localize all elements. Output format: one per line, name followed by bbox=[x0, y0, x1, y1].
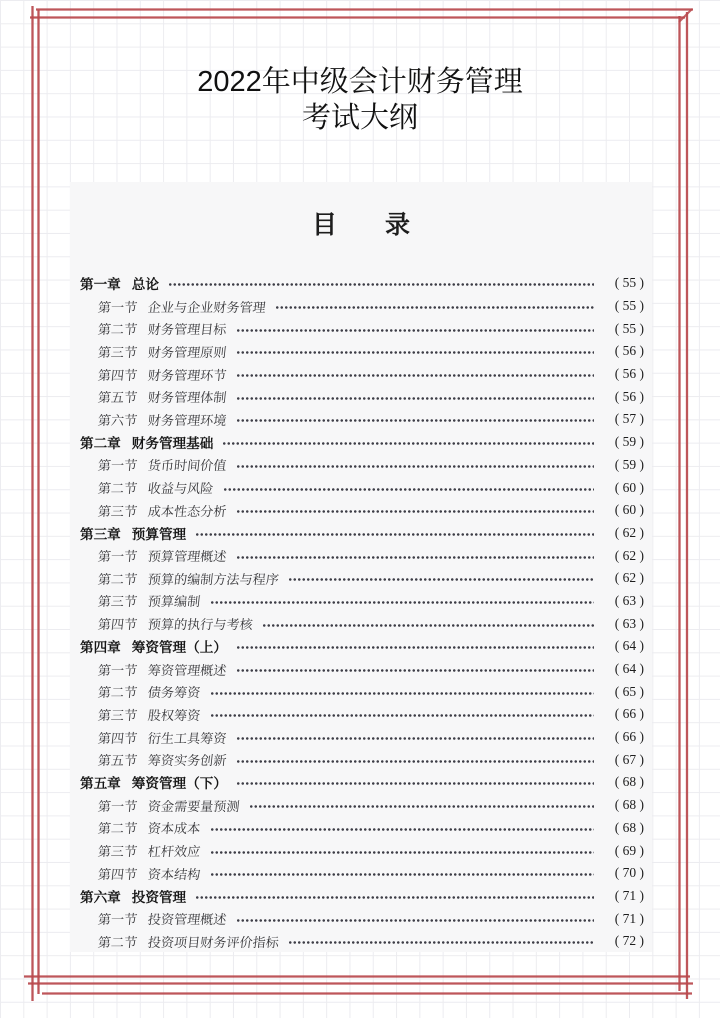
toc-entry-section bbox=[70, 476, 652, 499]
entry-title: 企业与企业财务管理 bbox=[147, 299, 267, 315]
dot-leader bbox=[236, 418, 594, 423]
entry-title: 投资管理 bbox=[131, 889, 187, 905]
dot-leader bbox=[210, 850, 594, 855]
dot-leader bbox=[210, 600, 594, 605]
toc-entry-section bbox=[70, 544, 652, 567]
entry-page-number: ( 66 ) bbox=[614, 706, 644, 722]
entry-number: 第一节 bbox=[97, 549, 138, 565]
entry-page-number: ( 71 ) bbox=[614, 910, 644, 926]
toc-entry-chapter bbox=[70, 635, 652, 658]
entry-title: 收益与风险 bbox=[147, 481, 215, 497]
entry-title: 成本性态分析 bbox=[147, 503, 228, 519]
dot-leader bbox=[236, 350, 594, 355]
dot-leader bbox=[236, 373, 594, 378]
entry-title: 总论 bbox=[131, 277, 159, 293]
toc-entry-section bbox=[70, 930, 652, 953]
entry-number: 第一章 bbox=[80, 277, 121, 293]
dot-leader bbox=[210, 713, 594, 718]
entry-number: 第二节 bbox=[97, 571, 138, 587]
entry-number: 第三节 bbox=[97, 594, 138, 610]
entry-page-number: ( 68 ) bbox=[614, 819, 644, 835]
entry-page-number: ( 71 ) bbox=[614, 887, 644, 903]
toc-list bbox=[70, 272, 652, 953]
dot-leader bbox=[236, 464, 594, 469]
entry-page-number: ( 59 ) bbox=[614, 456, 644, 472]
entry-page-number: ( 62 ) bbox=[614, 547, 644, 563]
entry-page-number: ( 63 ) bbox=[614, 592, 644, 608]
entry-number: 第三节 bbox=[97, 344, 138, 360]
entry-number: 第一节 bbox=[97, 662, 138, 678]
entry-number: 第四章 bbox=[80, 640, 121, 656]
entry-number: 第三节 bbox=[97, 844, 138, 860]
document-title bbox=[0, 64, 720, 136]
entry-number: 第一节 bbox=[97, 458, 138, 474]
entry-number: 第二节 bbox=[97, 821, 138, 837]
entry-title: 财务管理目标 bbox=[147, 322, 228, 338]
entry-number: 第一节 bbox=[97, 299, 138, 315]
entry-page-number: ( 64 ) bbox=[614, 638, 644, 654]
toc-heading-char-left: 目 bbox=[311, 211, 337, 239]
toc-entry-chapter bbox=[70, 522, 652, 545]
entry-number: 第三节 bbox=[97, 707, 138, 723]
toc-heading-char-right: 录 bbox=[385, 211, 411, 239]
entry-title: 预算编制 bbox=[147, 594, 202, 610]
entry-page-number: ( 64 ) bbox=[614, 661, 644, 677]
entry-page-number: ( 60 ) bbox=[614, 479, 644, 495]
entry-page-number: ( 68 ) bbox=[614, 797, 644, 813]
entry-title: 财务管理原则 bbox=[147, 344, 228, 360]
toc-entry-section bbox=[70, 680, 652, 703]
entry-title: 预算的编制方法与程序 bbox=[147, 571, 280, 587]
entry-number: 第二节 bbox=[97, 322, 138, 338]
entry-page-number: ( 55 ) bbox=[614, 275, 644, 291]
entry-page-number: ( 69 ) bbox=[614, 842, 644, 858]
toc-entry-section bbox=[70, 340, 652, 363]
entry-title: 筹资管理（上） bbox=[131, 640, 227, 656]
toc-entry-chapter bbox=[70, 272, 652, 295]
dot-leader bbox=[210, 691, 594, 696]
entry-title: 预算管理 bbox=[131, 526, 187, 542]
entry-page-number: ( 72 ) bbox=[614, 933, 644, 949]
title-line-2: 考试大纲 bbox=[301, 102, 418, 134]
entry-page-number: ( 63 ) bbox=[614, 615, 644, 631]
toc-entry-section bbox=[70, 748, 652, 771]
entry-page-number: ( 68 ) bbox=[614, 774, 644, 790]
dot-leader bbox=[222, 441, 594, 446]
toc-entry-section bbox=[70, 612, 652, 635]
entry-number: 第二节 bbox=[97, 934, 138, 950]
entry-title: 筹资实务创新 bbox=[147, 753, 228, 769]
entry-title: 资本成本 bbox=[147, 821, 202, 837]
entry-title: 财务管理环节 bbox=[147, 367, 228, 383]
dot-leader bbox=[236, 781, 594, 786]
entry-number: 第四节 bbox=[97, 730, 138, 746]
entry-title: 预算管理概述 bbox=[147, 549, 228, 565]
entry-title: 财务管理体制 bbox=[147, 390, 228, 406]
toc-entry-section bbox=[70, 408, 652, 431]
entry-page-number: ( 56 ) bbox=[614, 343, 644, 359]
entry-page-number: ( 70 ) bbox=[614, 865, 644, 881]
toc-entry-section bbox=[70, 703, 652, 726]
entry-page-number: ( 57 ) bbox=[614, 411, 644, 427]
dot-leader bbox=[236, 736, 594, 741]
entry-page-number: ( 65 ) bbox=[614, 683, 644, 699]
dot-leader bbox=[236, 918, 594, 923]
toc-entry-section bbox=[70, 317, 652, 340]
toc-entry-section bbox=[70, 499, 652, 522]
entry-number: 第五节 bbox=[97, 753, 138, 769]
toc-entry-chapter bbox=[70, 431, 652, 454]
entry-page-number: ( 60 ) bbox=[614, 502, 644, 518]
dot-leader bbox=[210, 872, 594, 877]
toc-heading bbox=[70, 212, 652, 239]
toc-entry-section bbox=[70, 839, 652, 862]
dot-leader bbox=[236, 396, 594, 401]
toc-entry-chapter bbox=[70, 885, 652, 908]
dot-leader bbox=[262, 623, 594, 628]
entry-number: 第一节 bbox=[97, 912, 138, 928]
toc-entry-section bbox=[70, 295, 652, 318]
entry-page-number: ( 59 ) bbox=[614, 434, 644, 450]
entry-title: 股权筹资 bbox=[147, 707, 202, 723]
entry-title: 债务筹资 bbox=[147, 685, 202, 701]
dot-leader bbox=[168, 282, 594, 287]
dot-leader bbox=[236, 645, 594, 650]
toc-entry-section bbox=[70, 590, 652, 613]
entry-title: 衍生工具筹资 bbox=[147, 730, 228, 746]
entry-number: 第三章 bbox=[80, 526, 121, 542]
entry-number: 第五节 bbox=[97, 390, 138, 406]
dot-leader bbox=[249, 804, 594, 809]
toc-entry-chapter bbox=[70, 771, 652, 794]
entry-number: 第二节 bbox=[97, 685, 138, 701]
toc-entry-section bbox=[70, 794, 652, 817]
dot-leader bbox=[195, 532, 594, 537]
dot-leader bbox=[236, 759, 594, 764]
toc-page-sheet bbox=[70, 182, 652, 952]
entry-title: 投资项目财务评价指标 bbox=[147, 934, 280, 950]
toc-entry-section bbox=[70, 567, 652, 590]
entry-number: 第三节 bbox=[97, 503, 138, 519]
entry-title: 财务管理环境 bbox=[147, 412, 228, 428]
title-line-1: 2022年中级会计财务管理 bbox=[197, 66, 523, 98]
entry-number: 第五章 bbox=[80, 776, 121, 792]
entry-title: 财务管理基础 bbox=[131, 436, 214, 452]
entry-page-number: ( 62 ) bbox=[614, 524, 644, 540]
dot-leader bbox=[236, 328, 594, 333]
entry-title: 投资管理概述 bbox=[147, 912, 228, 928]
dot-leader bbox=[195, 895, 594, 900]
entry-number: 第四节 bbox=[97, 367, 138, 383]
toc-entry-section bbox=[70, 363, 652, 386]
toc-entry-section bbox=[70, 385, 652, 408]
entry-page-number: ( 56 ) bbox=[614, 366, 644, 382]
dot-leader bbox=[236, 509, 594, 514]
entry-number: 第二章 bbox=[80, 436, 121, 452]
entry-title: 筹资管理（下） bbox=[131, 776, 227, 792]
entry-page-number: ( 55 ) bbox=[614, 298, 644, 314]
entry-title: 货币时间价值 bbox=[147, 458, 228, 474]
toc-entry-section bbox=[70, 454, 652, 477]
entry-page-number: ( 66 ) bbox=[614, 729, 644, 745]
dot-leader bbox=[236, 555, 594, 560]
dot-leader bbox=[275, 305, 594, 310]
entry-number: 第一节 bbox=[97, 798, 138, 814]
entry-page-number: ( 56 ) bbox=[614, 388, 644, 404]
entry-number: 第二节 bbox=[97, 481, 138, 497]
toc-entry-section bbox=[70, 862, 652, 885]
entry-title: 杠杆效应 bbox=[147, 844, 202, 860]
entry-number: 第六节 bbox=[97, 412, 138, 428]
dot-leader bbox=[223, 487, 594, 492]
entry-page-number: ( 55 ) bbox=[614, 320, 644, 336]
entry-page-number: ( 67 ) bbox=[614, 751, 644, 767]
dot-leader bbox=[236, 668, 594, 673]
entry-number: 第四节 bbox=[97, 617, 138, 633]
toc-entry-section bbox=[70, 658, 652, 681]
toc-entry-section bbox=[70, 726, 652, 749]
dot-leader bbox=[288, 940, 594, 945]
dot-leader bbox=[210, 827, 594, 832]
entry-title: 资金需要量预测 bbox=[147, 798, 241, 814]
entry-title: 预算的执行与考核 bbox=[147, 617, 254, 633]
entry-title: 资本结构 bbox=[147, 866, 202, 882]
entry-number: 第六章 bbox=[80, 889, 121, 905]
toc-entry-section bbox=[70, 907, 652, 930]
dot-leader bbox=[288, 577, 594, 582]
entry-number: 第四节 bbox=[97, 866, 138, 882]
entry-title: 筹资管理概述 bbox=[147, 662, 228, 678]
frame-corner-diagonal bbox=[679, 9, 692, 22]
entry-page-number: ( 62 ) bbox=[614, 570, 644, 586]
toc-entry-section bbox=[70, 817, 652, 840]
